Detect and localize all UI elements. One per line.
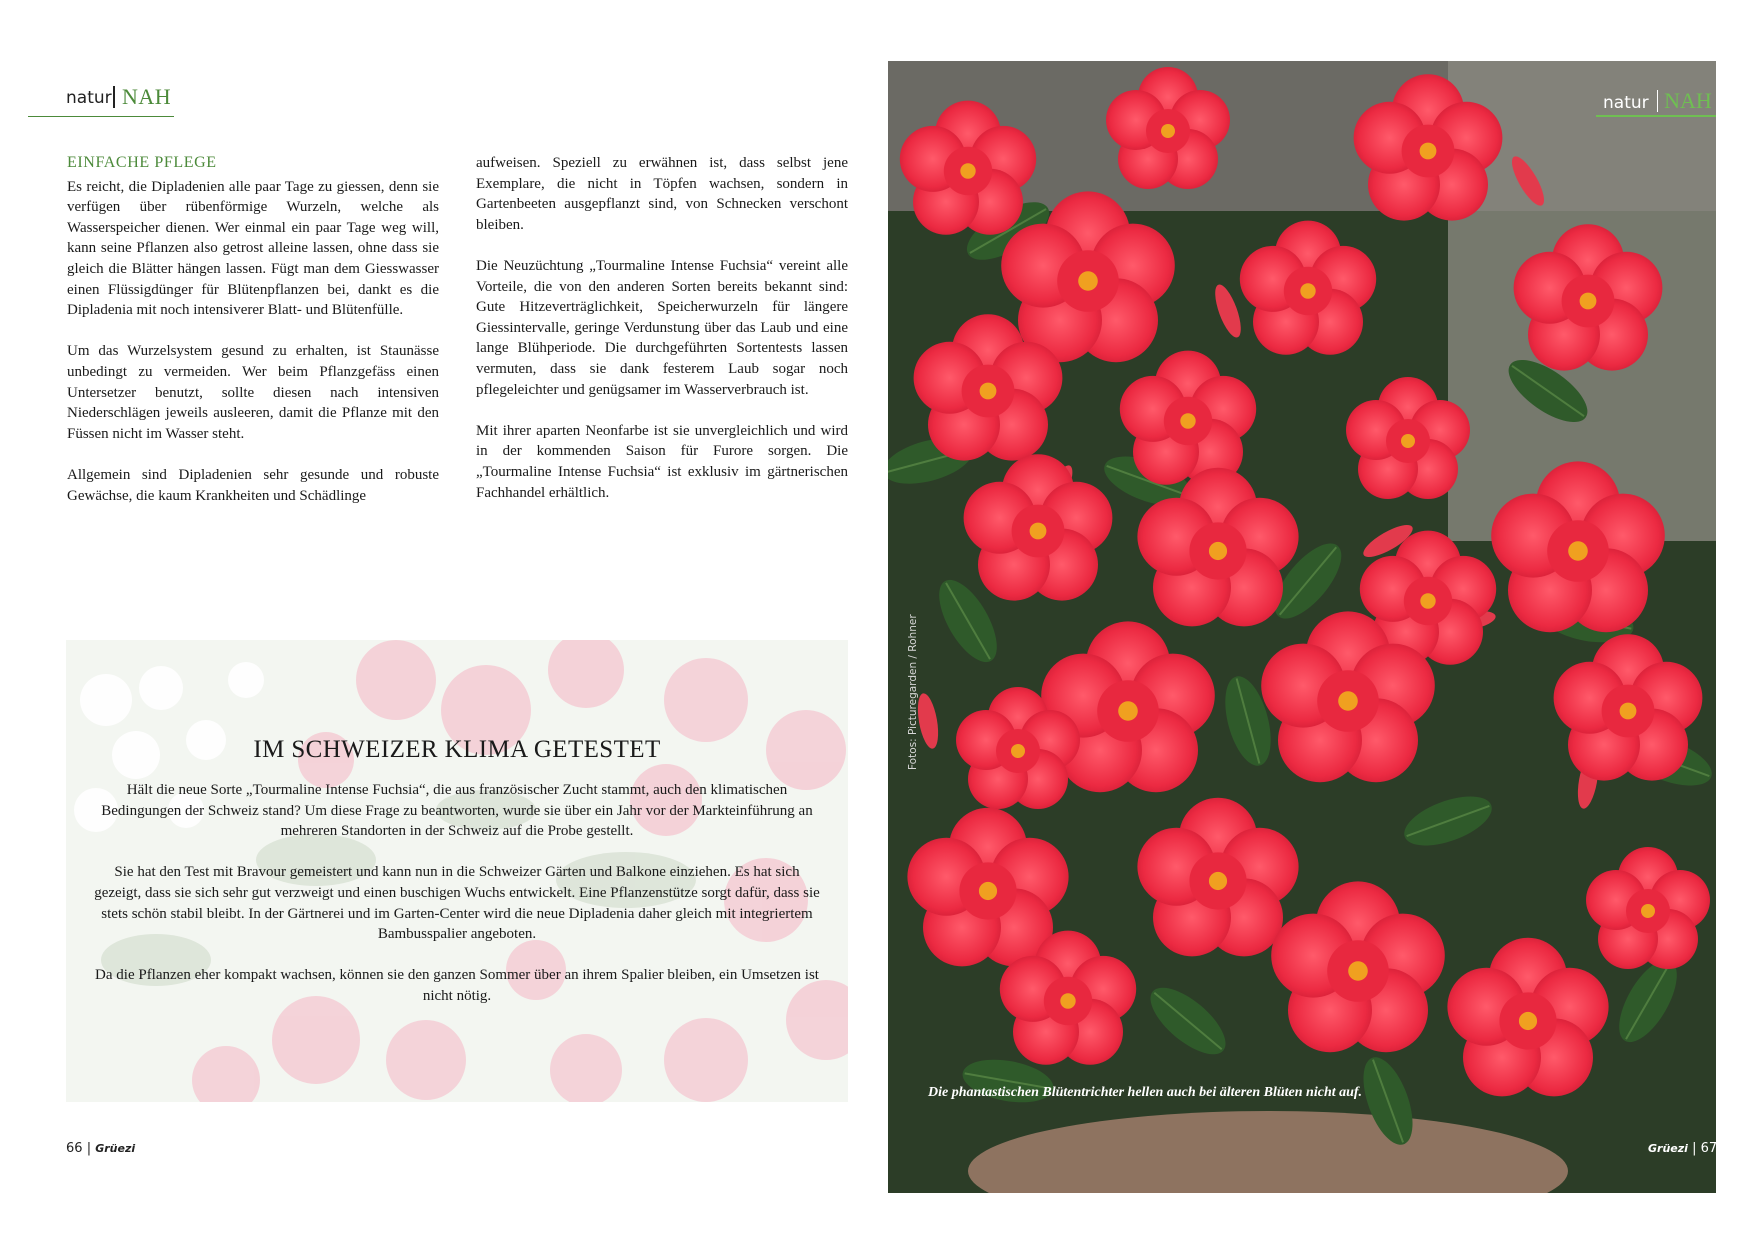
paragraph: Allgemein sind Dipladenien sehr gesunde und robuste Gewächse, die kaum Krankheiten und Schädlinge <box>67 466 439 504</box>
header-section-accent: NAH <box>1664 88 1712 113</box>
section-heading: EINFACHE PFLEGE <box>67 154 217 171</box>
page-number: 66 <box>66 1141 83 1156</box>
footer-divider: | <box>1692 1141 1697 1156</box>
flower-illustration <box>888 61 1716 1193</box>
dipladenia-flower-photo <box>888 61 1716 1193</box>
header-divider <box>1657 90 1659 112</box>
box-title: IM SCHWEIZER KLIMA GETESTET <box>253 736 661 763</box>
text-column-1 <box>67 153 439 527</box>
header-section-accent: NAH <box>122 84 172 109</box>
page-footer-right <box>1648 1141 1717 1156</box>
paragraph: Mit ihrer aparten Neonfarbe ist sie unvergleichlich und wird in der kommenden Saison für Furore sorgen. Die „Tourmaline Intense Fuchsia“ ist exklusiv im gärtnerischen Fachhandel erhältlich. <box>476 422 848 501</box>
paragraph: Sie hat den Test mit Bravour gemeistert und kann nun in die Schweizer Gärten und Balkone einziehen. Es hat sich gezeigt, dass sie sich sehr gut verzweigt und einen buschigen Wuchs entwickelt. Eine Pflanzenstütze sorgt dafür, dass sie stets schön stabil bleibt. In der Gärtnerei und im Garten-Center wird die neue Dipladenia daher gleich mit integriertem Bambusspalier angeboten. <box>94 864 820 943</box>
page-footer-left <box>66 1141 135 1156</box>
magazine-name: Grüezi <box>1648 1142 1688 1155</box>
running-header-right <box>1603 88 1712 114</box>
paragraph: Da die Pflanzen eher kompakt wachsen, können sie den ganzen Sommer über an ihrem Spalier bleiben, ein Umsetzen ist nicht nötig. <box>95 967 819 1004</box>
paragraph: Es reicht, die Dipladenien alle paar Tage zu giessen, denn sie verfügen über rübenförmige Wurzeln, welche als Wasserspeicher dienen. Wer einmal ein paar Tage weg will, kann seine Pflanzen also getrost alleine lassen, ohne dass sie gleich die Blätter hängen lassen. Fügt man dem Giesswasser einen Flüssigdünger für Blütenpflanzen bei, dankt es die Dipladenia mit noch intensiverer Blatt- und Blütenfülle. <box>67 178 439 319</box>
box-body <box>92 780 822 1027</box>
paragraph: aufweisen. Speziell zu erwähnen ist, dass selbst jene Exemplare, die nicht in Töpfen wachsen, sondern in Gartenbeeten ausgepflanzt sind, von Schnecken verschont bleiben. <box>476 155 848 233</box>
photo-caption: Die phantastischen Blütentrichter hellen auch bei älteren Blüten nicht auf. <box>928 1085 1363 1100</box>
header-divider <box>113 86 115 108</box>
running-header-left <box>28 84 174 117</box>
info-box <box>66 640 848 1102</box>
photo-credit: Fotos: Picturegarden / Rohner <box>907 614 919 770</box>
header-section-label: natur <box>66 88 112 108</box>
text-column-2 <box>476 153 848 524</box>
paragraph: Die Neuzüchtung „Tourmaline Intense Fuchsia“ vereint alle Vorteile, die von den anderen Sorten bereits bekannt sind: Gute Hitzeverträglichkeit, Speicherwurzeln für längere Giessintervalle, geringe Verdunstung über das Laub und eine lange Blühperiode. Die durchgeführten Sortentests lassen vermuten, dass sie dank festerem Laub sogar noch pflegeleichter und genügsamer im Wasserverbrauch ist. <box>476 257 848 398</box>
footer-divider: | <box>86 1141 92 1156</box>
magazine-name: Grüezi <box>95 1142 136 1155</box>
paragraph: Um das Wurzelsystem gesund zu erhalten, ist Staunässe unbedingt zu vermeiden. Wer beim Pflanzgefäss einen Untersetzer benutzt, sollte diesen nach intensiven Niederschlägen jeweils ausleeren, damit die Pflanze mit den Füssen nicht im Wasser steht. <box>67 343 439 442</box>
header-rule <box>1596 115 1716 117</box>
header-section-label: natur <box>1603 93 1649 113</box>
page-number: 67 <box>1700 1141 1718 1156</box>
paragraph: Hält die neue Sorte „Tourmaline Intense Fuchsia“, die aus französischer Zucht stammt, auch den klimatischen Bedingungen der Schweiz stand? Um diese Frage zu beantworten, wurde sie über ein Jahr vor der Markteinführung an mehreren Standorten in der Schweiz auf die Probe gestellt. <box>101 782 813 840</box>
